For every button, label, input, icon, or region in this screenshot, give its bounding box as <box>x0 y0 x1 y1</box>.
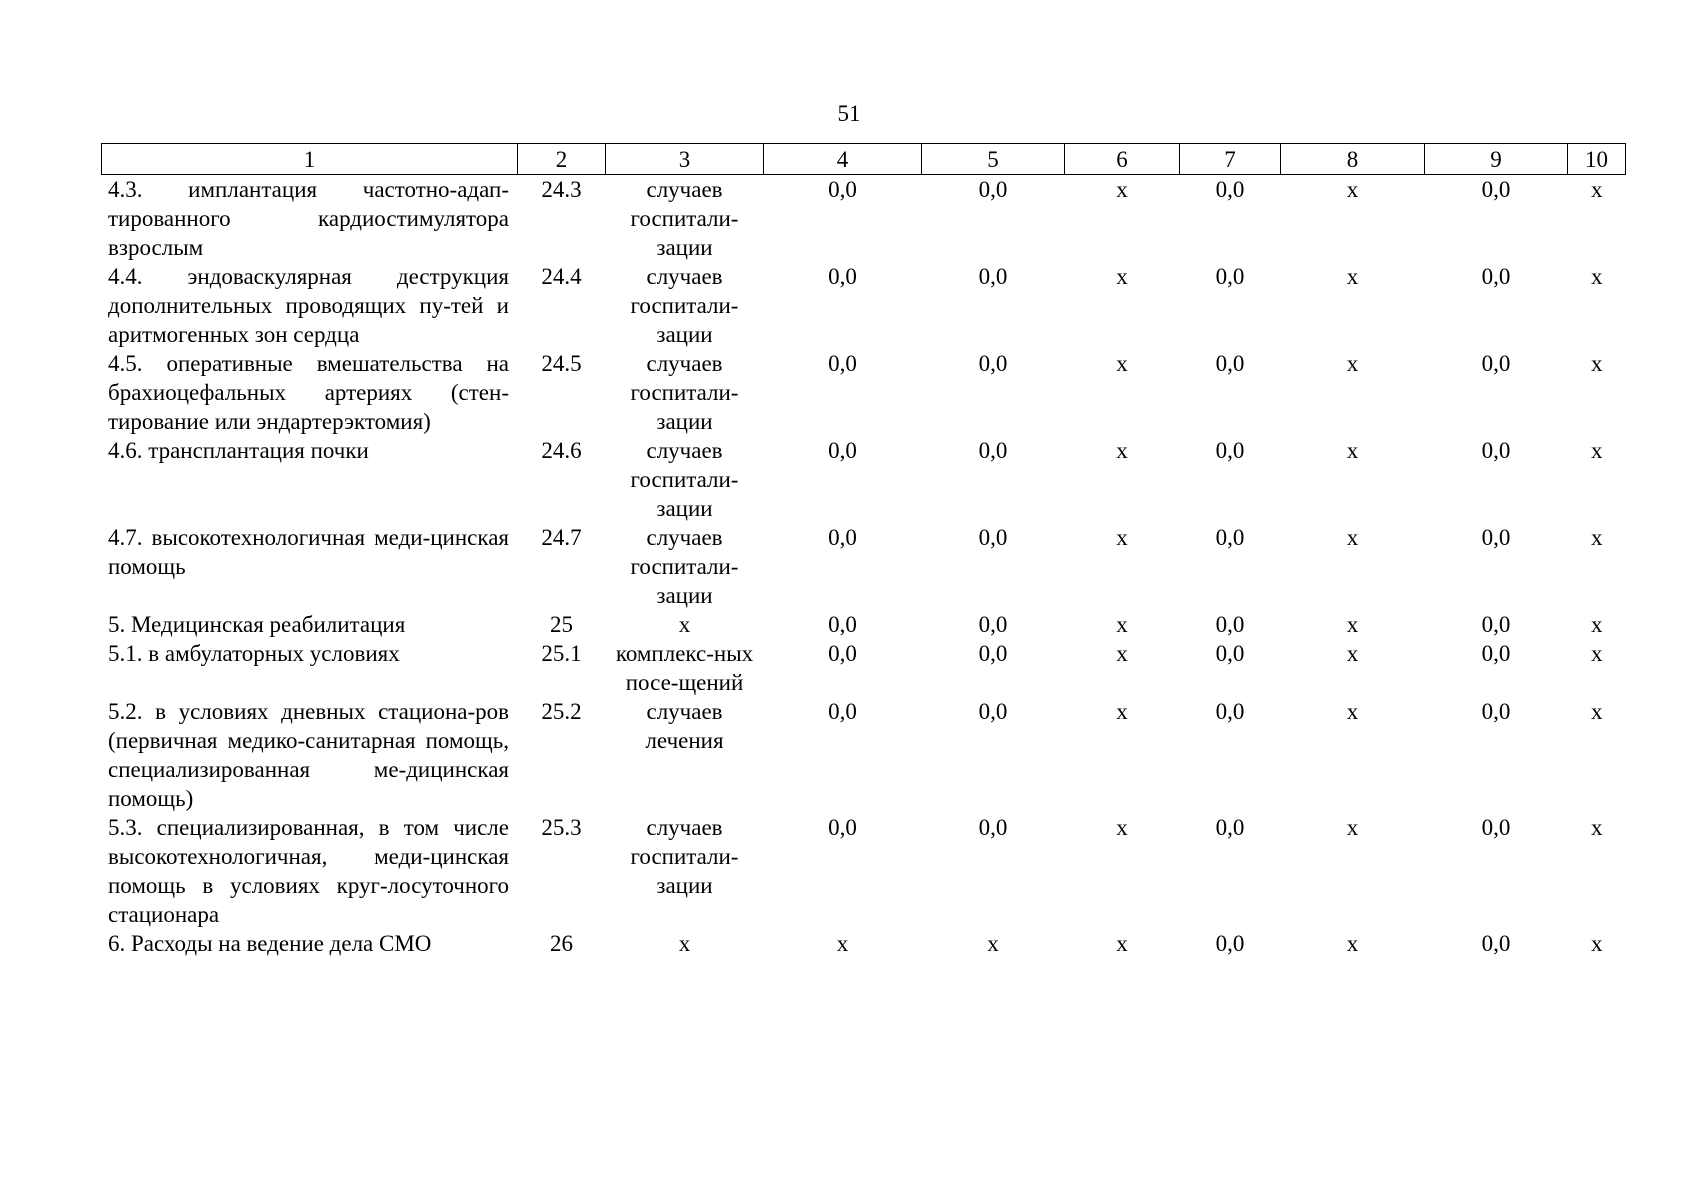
col-7-value: 0,0 <box>1215 699 1245 724</box>
col-5-value: 0,0 <box>978 815 1008 840</box>
col-4-value: 0,0 <box>828 525 857 550</box>
row-name: 4.5. оперативные вмешательства на брахиоцефальных артериях (стен-тирование или эндартерэктомия) <box>108 351 509 434</box>
row-code: 25.2 <box>541 699 582 724</box>
col-10-value: x <box>1591 699 1603 724</box>
col-6-value: x <box>1116 525 1128 550</box>
col-8-value: x <box>1346 931 1359 956</box>
column-header: 3 <box>606 144 764 175</box>
col-9-value: 0,0 <box>1481 931 1511 956</box>
table-row <box>102 813 1626 929</box>
table-row <box>102 639 1626 697</box>
row-unit: случаев госпитали-зации <box>630 264 739 347</box>
col-6-value: x <box>1116 177 1128 202</box>
col-10-value: x <box>1591 264 1603 289</box>
row-unit: x <box>678 612 691 637</box>
table-row <box>102 175 1626 263</box>
row-name: 4.6. трансплантация почки <box>108 438 369 463</box>
row-unit: случаев лечения <box>645 699 724 753</box>
col-5-value: 0,0 <box>978 612 1008 637</box>
table-row <box>102 349 1626 436</box>
page-number: 51 <box>837 101 861 126</box>
col-4-value: 0,0 <box>828 177 857 202</box>
col-5-value: 0,0 <box>978 351 1008 376</box>
table-body <box>102 175 1626 959</box>
col-6-value: x <box>1116 815 1128 840</box>
col-8-value: x <box>1346 351 1359 376</box>
table-row <box>102 436 1626 523</box>
col-7-value: 0,0 <box>1215 351 1245 376</box>
col-4-value: 0,0 <box>828 815 857 840</box>
col-4-value: 0,0 <box>828 612 857 637</box>
col-6-value: x <box>1116 699 1128 724</box>
row-unit: случаев госпитали-зации <box>630 525 739 608</box>
col-4-value: 0,0 <box>828 351 857 376</box>
row-name: 6. Расходы на ведение дела СМО <box>108 931 432 956</box>
row-name: 5.2. в условиях дневных стациона-ров (первичная медико-санитарная помощь, специализированная ме-дицинская помощь) <box>108 699 509 811</box>
col-9-value: 0,0 <box>1481 612 1511 637</box>
table-row <box>102 929 1626 958</box>
row-name: 4.7. высокотехнологичная меди-цинская помощь <box>108 525 509 579</box>
col-7-value: 0,0 <box>1215 264 1245 289</box>
col-7-value: 0,0 <box>1215 815 1245 840</box>
col-5-value: 0,0 <box>978 177 1008 202</box>
col-9-value: 0,0 <box>1481 177 1511 202</box>
column-header: 8 <box>1281 144 1425 175</box>
col-10-value: x <box>1591 438 1603 463</box>
col-5-value: 0,0 <box>978 699 1008 724</box>
column-header: 2 <box>518 144 606 175</box>
row-name: 4.4. эндоваскулярная деструкция дополнительных проводящих пу-тей и аритмогенных зон сердца <box>108 264 509 347</box>
row-code: 24.7 <box>541 525 582 550</box>
col-9-value: 0,0 <box>1481 699 1511 724</box>
data-table <box>101 143 1626 958</box>
col-9-value: 0,0 <box>1481 264 1511 289</box>
col-6-value: x <box>1116 612 1128 637</box>
col-8-value: x <box>1346 264 1359 289</box>
col-9-value: 0,0 <box>1481 641 1511 666</box>
row-code: 24.3 <box>541 177 582 202</box>
col-5-value: 0,0 <box>978 438 1008 463</box>
column-header: 4 <box>764 144 922 175</box>
col-5-value: x <box>987 931 999 956</box>
col-6-value: x <box>1116 438 1128 463</box>
col-10-value: x <box>1591 525 1603 550</box>
row-code: 25.3 <box>541 815 582 840</box>
col-7-value: 0,0 <box>1215 438 1245 463</box>
col-4-value: 0,0 <box>828 699 857 724</box>
col-8-value: x <box>1346 177 1359 202</box>
row-unit: случаев госпитали-зации <box>630 177 739 260</box>
row-code: 25.1 <box>541 641 582 666</box>
col-4-value: 0,0 <box>828 438 857 463</box>
col-5-value: 0,0 <box>978 525 1008 550</box>
column-header: 7 <box>1180 144 1281 175</box>
col-9-value: 0,0 <box>1481 525 1511 550</box>
table-row <box>102 610 1626 639</box>
column-header: 10 <box>1568 144 1626 175</box>
col-7-value: 0,0 <box>1215 931 1245 956</box>
col-7-value: 0,0 <box>1215 612 1245 637</box>
column-header: 9 <box>1425 144 1568 175</box>
row-unit: x <box>678 931 691 956</box>
col-9-value: 0,0 <box>1481 351 1511 376</box>
row-name: 5. Медицинская реабилитация <box>108 612 406 637</box>
col-10-value: x <box>1591 351 1603 376</box>
col-8-value: x <box>1346 815 1359 840</box>
table-row <box>102 262 1626 349</box>
column-header: 1 <box>102 144 518 175</box>
header-row <box>102 144 1626 175</box>
col-8-value: x <box>1346 699 1359 724</box>
col-8-value: x <box>1346 438 1359 463</box>
column-header: 5 <box>922 144 1065 175</box>
col-4-value: 0,0 <box>828 641 857 666</box>
col-10-value: x <box>1591 177 1603 202</box>
col-7-value: 0,0 <box>1215 525 1245 550</box>
row-unit: случаев госпитали-зации <box>630 438 739 521</box>
row-code: 26 <box>550 931 573 956</box>
row-code: 24.4 <box>541 264 582 289</box>
col-6-value: x <box>1116 264 1128 289</box>
col-10-value: x <box>1591 641 1603 666</box>
row-code: 24.6 <box>541 438 582 463</box>
row-name: 4.3. имплантация частотно-адап-тированного кардиостимулятора взрослым <box>108 177 509 260</box>
row-unit: комплекс-ных посе-щений <box>615 641 754 695</box>
col-10-value: x <box>1591 612 1603 637</box>
col-5-value: 0,0 <box>978 264 1008 289</box>
col-10-value: x <box>1591 815 1603 840</box>
col-7-value: 0,0 <box>1215 177 1245 202</box>
row-unit: случаев госпитали-зации <box>630 815 739 898</box>
col-7-value: 0,0 <box>1215 641 1245 666</box>
row-code: 24.5 <box>541 351 582 376</box>
col-10-value: x <box>1591 931 1603 956</box>
col-6-value: x <box>1116 351 1128 376</box>
col-8-value: x <box>1346 525 1359 550</box>
col-6-value: x <box>1116 641 1128 666</box>
col-4-value: x <box>836 931 849 956</box>
col-8-value: x <box>1346 612 1359 637</box>
table-row <box>102 523 1626 610</box>
col-9-value: 0,0 <box>1481 438 1511 463</box>
row-name: 5.3. специализированная, в том числе высокотехнологичная, меди-цинская помощь в условиях круг-лосуточного стационара <box>108 815 509 927</box>
row-name: 5.1. в амбулаторных условиях <box>108 641 400 666</box>
row-unit: случаев госпитали-зации <box>630 351 739 434</box>
col-4-value: 0,0 <box>828 264 857 289</box>
col-6-value: x <box>1116 931 1128 956</box>
col-5-value: 0,0 <box>978 641 1008 666</box>
row-code: 25 <box>550 612 573 637</box>
col-8-value: x <box>1346 641 1359 666</box>
col-9-value: 0,0 <box>1481 815 1511 840</box>
column-header: 6 <box>1065 144 1180 175</box>
table-row <box>102 697 1626 813</box>
